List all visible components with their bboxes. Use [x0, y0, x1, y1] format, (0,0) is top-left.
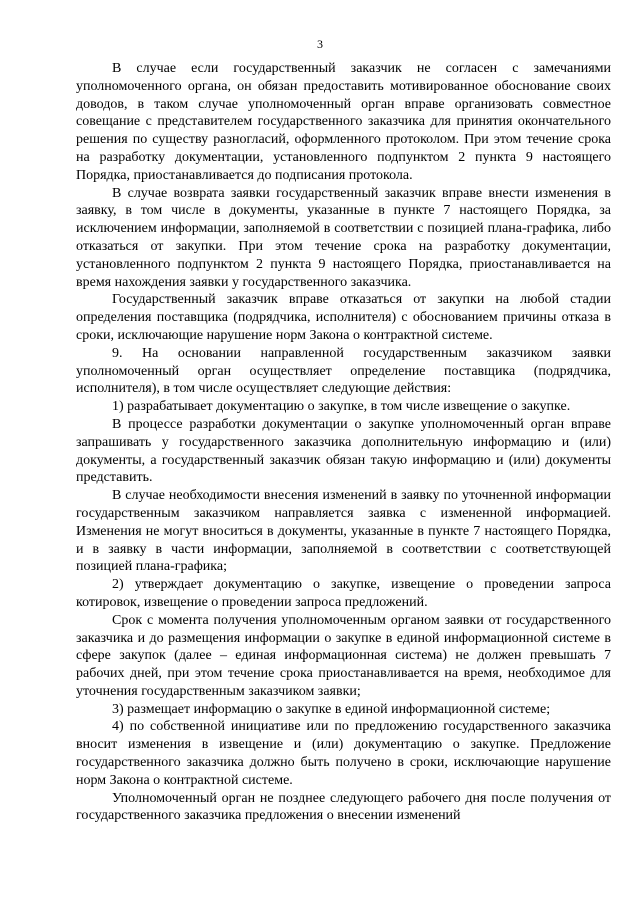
paragraph: 1) разрабатывает документацию о закупке, в том числе извещение о закупке.: [112, 399, 571, 415]
page-number: 3: [317, 37, 323, 51]
paragraph: Государственный заказчик вправе отказаться от закупки на любой стадии определения поставщика (подрядчика, исполнителя) с обоснованием причины отказа в сроки, исключающие нарушение норм Закона о контрактной системе.: [76, 292, 611, 343]
document-body: [76, 60, 611, 825]
paragraph: 4) по собственной инициативе или по предложению государственного заказчика вносит изменения в извещение и (или) документацию о закупке. Предложение государственного заказчика должно быть получено в сроки, исключающие нарушение норм Закона о контрактной системе.: [76, 719, 611, 788]
paragraph: В случае возврата заявки государственный заказчик вправе внести изменения в заявку, в том числе в документы, указанные в пункте 7 настоящего Порядка, за исключением информации, заполняемой в соответствии с позицией плана-графика, либо отказаться от закупки. При этом течение срока на разработку документации, установленного подпунктом 2 пункта 9 настоящего Порядка, приостанавливается на время нахождения заявки у государственного заказчика.: [76, 185, 611, 290]
paragraph: 2) утверждает документацию о закупке, извещение о проведении запроса котировок, извещение о проведении запроса предложений.: [76, 577, 611, 610]
paragraph: 3) размещает информацию о закупке в единой информационной системе;: [112, 701, 551, 717]
paragraph: Уполномоченный орган не позднее следующего рабочего дня после получения от государственного заказчика предложения о внесении изменений: [76, 790, 611, 824]
paragraph: В случае необходимости внесения изменений в заявку по уточненной информации государственным заказчиком направляется заявка с измененной информацией. Изменения не могут вноситься в документы, указанные в пункте 7 настоящего Порядка, и в заявку в части информации, заполняемой в соответствии с соответствующей позицией плана-графика;: [76, 488, 611, 575]
paragraph: 9. На основании направленной государственным заказчиком заявки уполномоченный орган осуществляет определение поставщика (подрядчика, исполнителя), в том числе осуществляет следующие действия:: [76, 345, 611, 397]
paragraph: В процессе разработки документации о закупке уполномоченный орган вправе запрашивать у государственного заказчика дополнительную информацию и (или) документы, а государственный заказчик обязан такую информацию и (или) документы представить.: [76, 416, 611, 486]
paragraph: В случае если государственный заказчик не согласен с замечаниями уполномоченного органа, он обязан предоставить мотивированное обоснование своих доводов, в таком случае уполномоченный орган вправе организовать совместное совещание с представителем государственного заказчика для принятия окончательного решения по существу разногласий, оформленного протоколом. При этом течение срока на разработку документации, установленного подпунктом 2 пункта 9 настоящего Порядка, приостанавливается до подписания протокола.: [76, 61, 611, 183]
paragraph: Срок с момента получения уполномоченным органом заявки от государственного заказчика и до размещения информации о закупке в единой информационной системе в сфере закупок (далее – единая информационная система) не должен превышать 7 рабочих дней, при этом течение срока приостанавливается на время, необходимое для уточнения государственным заказчиком заявки;: [76, 612, 611, 699]
